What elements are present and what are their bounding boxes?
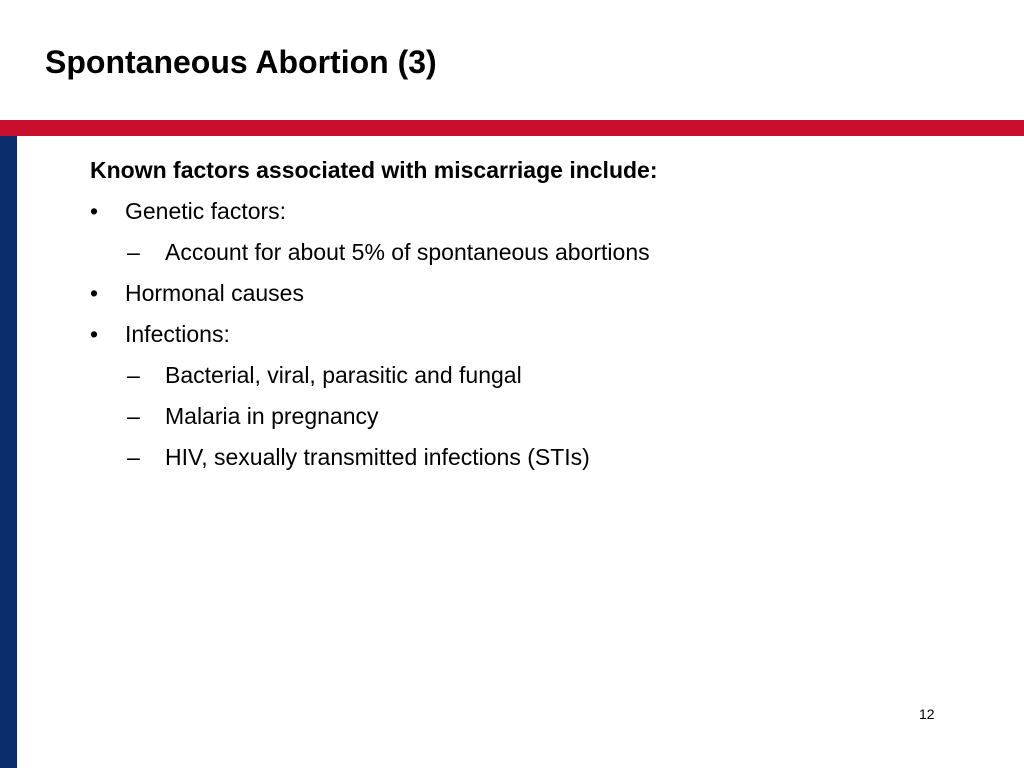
body-heading: Known factors associated with miscarriage include: <box>90 157 658 183</box>
bullet-infections <box>90 314 990 355</box>
bullet-icon: • <box>90 198 99 224</box>
bullet-text: Hormonal causes <box>125 280 304 306</box>
sub-bullet-malaria <box>90 396 990 437</box>
dash-icon: – <box>127 444 140 470</box>
dash-icon: – <box>127 239 140 265</box>
sub-bullet-infection-types <box>90 355 990 396</box>
page-number: 12 <box>919 706 935 722</box>
dash-icon: – <box>127 362 140 388</box>
sub-bullet-text: Malaria in pregnancy <box>165 403 379 429</box>
bullet-text: Genetic factors: <box>125 198 287 224</box>
slide-body <box>90 150 990 478</box>
left-blue-bar <box>0 136 17 768</box>
bullet-text: Infections: <box>125 321 230 347</box>
header-red-band <box>0 120 1024 136</box>
bullet-genetic-factors <box>90 191 990 232</box>
bullet-icon: • <box>90 280 99 306</box>
bullet-icon: • <box>90 321 99 347</box>
bullet-hormonal-causes <box>90 273 990 314</box>
sub-bullet-text: Bacterial, viral, parasitic and fungal <box>165 362 522 388</box>
dash-icon: – <box>127 403 140 429</box>
sub-bullet-genetic-share <box>90 232 990 273</box>
slide-title: Spontaneous Abortion (3) <box>45 44 437 80</box>
sub-bullet-text: Account for about 5% of spontaneous abortions <box>165 239 650 265</box>
sub-bullet-hiv-stis <box>90 437 990 478</box>
sub-bullet-text: HIV, sexually transmitted infections (STIs) <box>165 444 590 470</box>
